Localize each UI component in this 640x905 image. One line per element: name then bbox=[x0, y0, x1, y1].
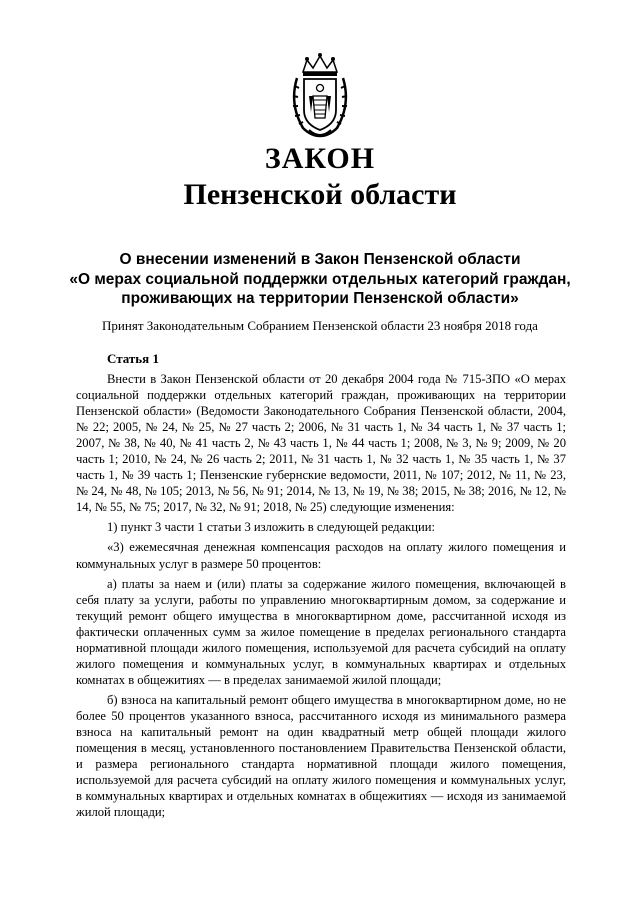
article-heading: Статья 1 bbox=[107, 351, 159, 366]
adoption-statement: Принят Законодательным Собранием Пензенской области 23 ноября 2018 года bbox=[102, 318, 538, 333]
article-paragraph: Внести в Закон Пензенской области от 20 декабря 2004 года № 715-ЗПО «О мерах социальной поддержки отдельных категорий граждан, проживающих на территории Пензенской области» (Ведомости Законодательного Собрания Пензенской области, 2004, № 22; 2005, № 24, № 25, № 27 часть 2; 2006, № 31 часть 1, № 34 часть 1, № 37 часть 1; 2007, № 38, № 40, № 41 часть 2, № 43 часть 1, № 44 часть 1; 2008, № 3, № 9; 2009, № 20 часть 1; 2010, № 24, № 26 часть 2; 2011, № 31 часть 1, № 32 часть 1, № 35 часть 1, № 37 часть 1, № 39 часть 1; Пензенские губернские ведомости, 2011, № 107; 2012, № 11, № 23, № 24, № 48, № 105; 2013, № 56, № 91; 2014, № 13, № 19, № 38; 2015, № 38; 2016, № 12, № 14, № 55, № 75; 2017, № 32, № 91; 2018, № 25) следующие изменения: bbox=[76, 372, 566, 515]
article-paragraph: а) платы за наем и (или) платы за содержание жилого помещения, включающей в себя плату за услуги, работы по управлению многоквартирным домом, за содержание и текущий ремонт общего имущества в многоквартирном доме, рассчитанной исходя из фактически оплаченных сумм за жилое помещение в пределах регионального стандарта нормативной площади жилого помещения, используемой для расчета субсидий на оплату жилого помещения и коммунальных услуг, в коммунальных квартирах и отдельных комнатах в общежитиях — в пределах занимаемой жилой площади; bbox=[76, 576, 566, 687]
coat-of-arms-icon bbox=[289, 52, 351, 138]
region-title: Пензенской области bbox=[183, 178, 457, 211]
article-paragraph: б) взноса на капитальный ремонт общего имущества в многоквартирном доме, но не более 50 процентов указанного взноса, рассчитанного исходя из минимального размера взноса на капитальный ремонт на один квадратный метр общей площади жилого помещения в месяц, установленного постановлением Правительства Пензенской области, и размера регионального стандарта нормативной площади жилого помещения, используемой для расчета субсидий на оплату жилого помещения и коммунальных услуг, в коммунальных квартирах и отдельных комнатах в общежитиях — исходя из занимаемой жилой площади; bbox=[76, 692, 566, 820]
subject-line: «О мерах социальной поддержки отдельных категорий граждан, bbox=[69, 270, 571, 288]
law-subject bbox=[40, 250, 600, 309]
article-body bbox=[76, 371, 566, 820]
article-paragraph: «3) ежемесячная денежная компенсация расходов на оплату жилого помещения и коммунальных услуг в размере 50 процентов: bbox=[76, 540, 566, 571]
article-paragraph: 1) пункт 3 части 1 статьи 3 изложить в следующей редакции: bbox=[107, 520, 435, 535]
subject-line: проживающих на территории Пензенской области» bbox=[121, 290, 519, 307]
subject-line: О внесении изменений в Закон Пензенской области bbox=[119, 251, 521, 268]
law-title: ЗАКОН bbox=[264, 142, 376, 175]
